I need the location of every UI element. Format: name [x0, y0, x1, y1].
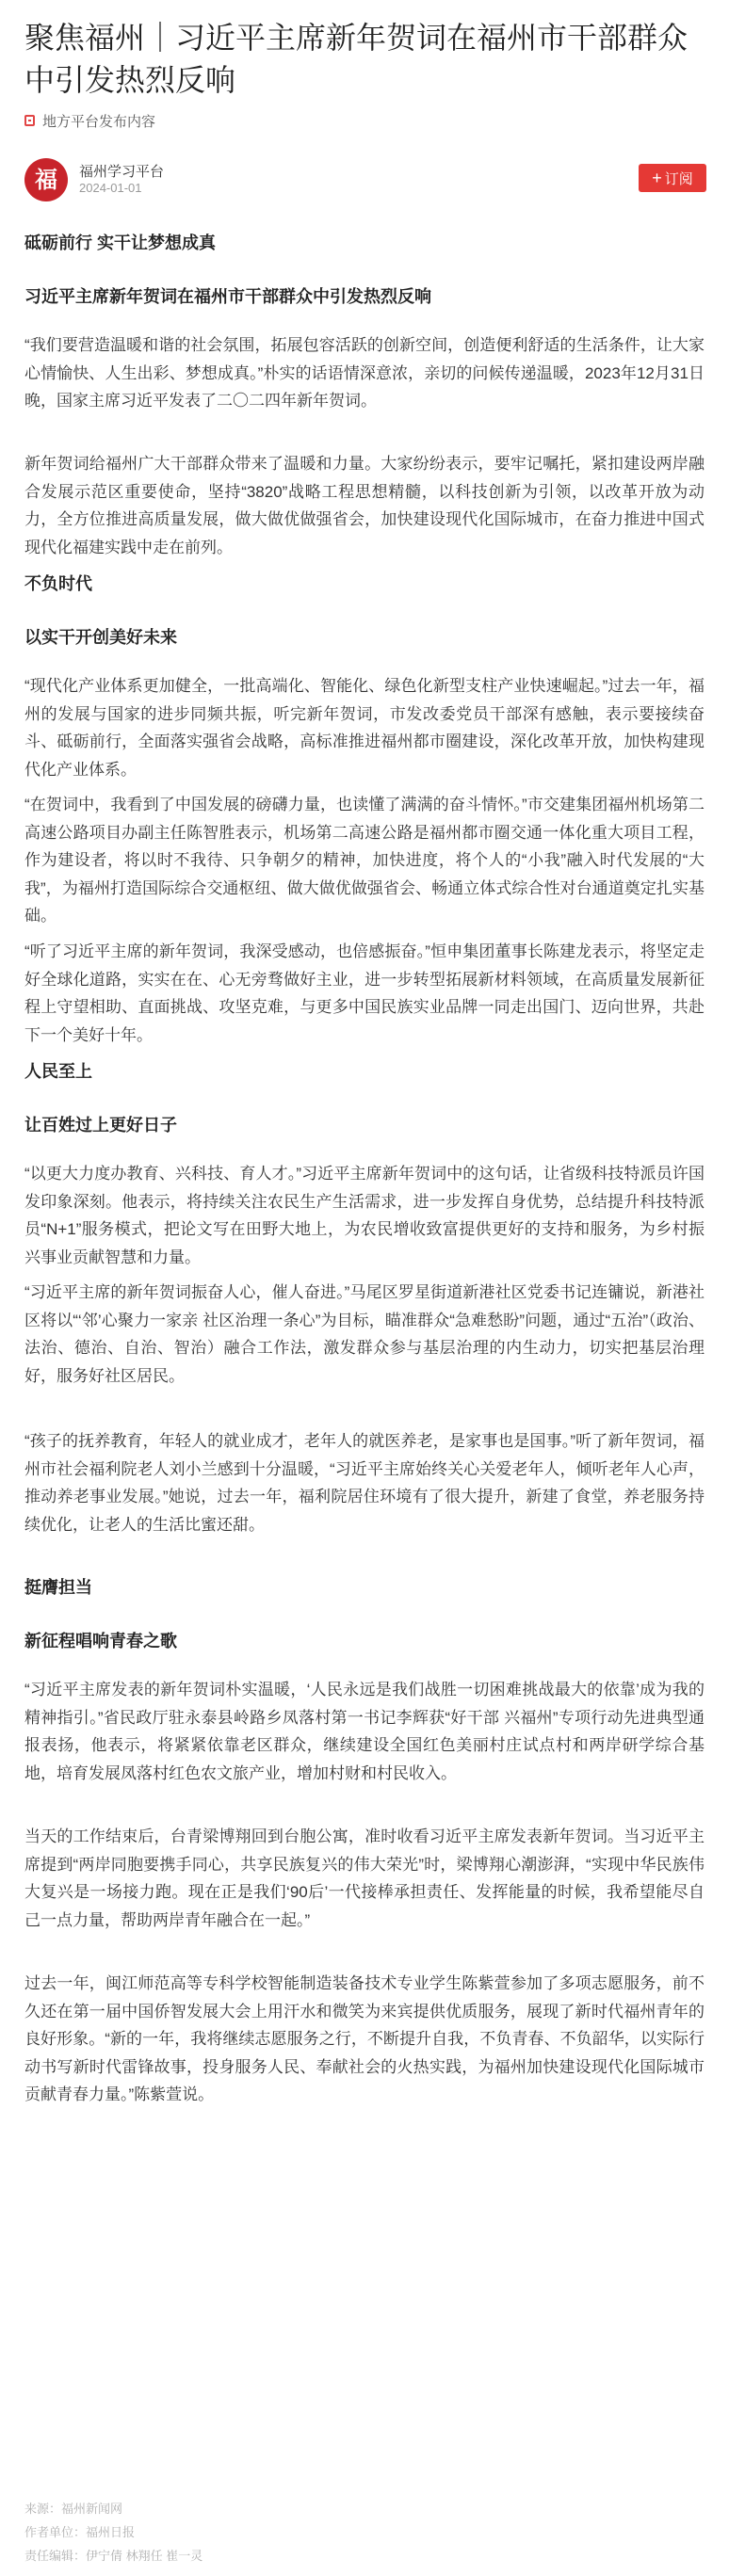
- platform-tag: [24, 111, 155, 130]
- paragraph: 新年贺词给福州广大干部群众带来了温暖和力量。大家纷纷表示，要牢记嘱托，紧扣建设两岸融合发展示范区重要使命，坚持“3820”战略工程思想精髓，以科技创新为引领，以改革开放为动力，全方位推进高质量发展，做大做优做强省会，加快建设现代化国际城市，在奋力推进中国式现代化福建实践中走在前列。: [24, 455, 705, 556]
- article-title: 聚焦福州｜习近平主席新年贺词在福州市干部群众中引发热烈反响: [24, 21, 688, 97]
- paragraph: “习近平主席的新年贺词振奋人心，催人奋进。”马尾区罗星街道新港社区党委书记连镛说，新港社区将以“‘邻’心聚力一家亲 社区治理一条心”为目标，瞄准群众“急难愁盼”问题，通过“五治”（政治、法治、德治、自治、智治）融合工作法，激发群众参与基层治理的内生动力，切实把基层治理好，服务好社区居民。: [24, 1283, 705, 1385]
- section-heading: 以实干开创美好未来: [24, 628, 177, 647]
- editor-line: 责任编辑：伊宁倩 林翔任 崔一灵: [24, 2549, 203, 2563]
- platform-tag-label: 地方平台发布内容: [42, 113, 156, 130]
- source-line: 来源：福州新闻网: [24, 2502, 123, 2516]
- paragraph: “孩子的抚养教育，年轻人的就业成才，老年人的就医养老，是家事也是国事。”听了新年贺词，福州市社会福利院老人刘小兰感到十分温暖，“习近平主席始终关心关爱老年人，倾听老年人心声，推动养老事业发展。”她说，过去一年，福利院居住环境有了很大提升，新建了食堂，养老服务持续优化，让老人的生活比蜜还甜。: [24, 1432, 705, 1534]
- section-heading: 新征程唱响青春之歌: [24, 1632, 177, 1650]
- author-unit-line: 作者单位：福州日报: [24, 2525, 136, 2539]
- plus-icon: +: [652, 169, 662, 187]
- section-heading: 习近平主席新年贺词在福州市干部群众中引发热烈反响: [24, 287, 431, 306]
- section-heading: 不负时代: [24, 574, 92, 593]
- author-name[interactable]: 福州学习平台: [79, 164, 165, 180]
- section-heading: 让百姓过上更好日子: [24, 1116, 177, 1135]
- subscribe-button[interactable]: [639, 164, 706, 192]
- section-heading: 人民至上: [24, 1062, 92, 1081]
- avatar[interactable]: 福: [24, 158, 68, 201]
- paragraph: “习近平主席发表的新年贺词朴实温暖，‘人民永远是我们战胜一切困难挑战最大的依靠’成为我的精神指引。”省民政厅驻永泰县岭路乡凤落村第一书记李辉获“好干部 兴福州”专项行动先进典型通报表扬，他表示，将紧紧依靠老区群众，继续建设全国红色美丽村庄试点村和两岸研学综合基地，培育发展凤落村红色农文旅产业，增加村财和村民收入。: [24, 1681, 705, 1782]
- paragraph: 过去一年，闽江师范高等专科学校智能制造装备技术专业学生陈紫萱参加了多项志愿服务，前不久还在第一届中国侨智发展大会上用汗水和微笑为来宾提供优质服务，展现了新时代福州青年的良好形象。“新的一年，我将继续志愿服务之行，不断提升自我，不负青春、不负韶华，以实际行动书写新时代雷锋故事，投身服务人民、奉献社会的火热实践，为福州加快建设现代化国际城市贡献青春力量。”陈紫萱说。: [24, 1974, 705, 2103]
- section-heading: 砥砺前行 实干让梦想成真: [24, 233, 216, 252]
- paragraph: “听了习近平主席的新年贺词，我深受感动，也倍感振奋。”恒申集团董事长陈建龙表示，将坚定走好全球化道路，实实在在、心无旁骛做好主业，进一步转型拓展新材料领域，在高质量发展新征程上守望相助、直面挑战、攻坚克难，与更多中国民族实业品牌一同走出国门、迈向世界，共赴下一个美好十年。: [24, 942, 705, 1044]
- paragraph: “我们要营造温暖和谐的社会氛围，拓展包容活跃的创新空间，创造便利舒适的生活条件，让大家心情愉快、人生出彩、梦想成真。”朴实的话语情深意浓，亲切的问候传递温暖，2023年12月31日晚，国家主席习近平发表了二〇二四年新年贺词。: [24, 336, 705, 410]
- subscribe-label: 订阅: [664, 170, 693, 187]
- author-bar: [24, 158, 706, 201]
- paragraph: “在贺词中，我看到了中国发展的磅礴力量，也读懂了满满的奋斗情怀。”市交建集团福州机场第二高速公路项目办副主任陈智胜表示，机场第二高速公路是福州都市圈交通一体化重大项目工程，作为建设者，将以时不我待、只争朝夕的精神，加快进度，将个人的“小我”融入时代发展的“大我”，为福州打造国际综合交通枢纽、做大做优做强省会、畅通立体式综合性对台通道奠定扎实基础。: [24, 796, 705, 925]
- paragraph: 当天的工作结束后，台青梁博翔回到台胞公寓，准时收看习近平主席发表新年贺词。当习近平主席提到“两岸同胞要携手同心，共享民族复兴的伟大荣光”时，梁博翔心潮澎湃，“实现中华民族伟大复兴是一场接力跑。现在正是我们‘90后’一代接棒承担责任、发挥能量的时候，我希望能尽自己一点力量，帮助两岸青年融合在一起。”: [24, 1827, 705, 1929]
- section-heading: 挺膺担当: [24, 1578, 92, 1597]
- paragraph: “现代化产业体系更加健全，一批高端化、智能化、绿色化新型支柱产业快速崛起。”过去一年，福州的发展与国家的进步同频共振，听完新年贺词，市发改委党员干部深有感触，表示要接续奋斗、砥砺前行，全面落实强省会战略，高标准推进福州都市圈建设，深化改革开放，加快构建现代化产业体系。: [24, 677, 705, 779]
- document-icon: [24, 115, 35, 126]
- publish-date: 2024-01-01: [79, 181, 142, 195]
- paragraph: “以更大力度办教育、兴科技、育人才。”习近平主席新年贺词中的这句话，让省级科技特派员许国发印象深刻。他表示，将持续关注农民生产生活需求，进一步发挥自身优势，总结提升科技特派员“N+1”服务模式，把论文写在田野大地上，为农民增收致富提供更好的支持和服务，为乡村振兴事业贡献智慧和力量。: [24, 1165, 705, 1266]
